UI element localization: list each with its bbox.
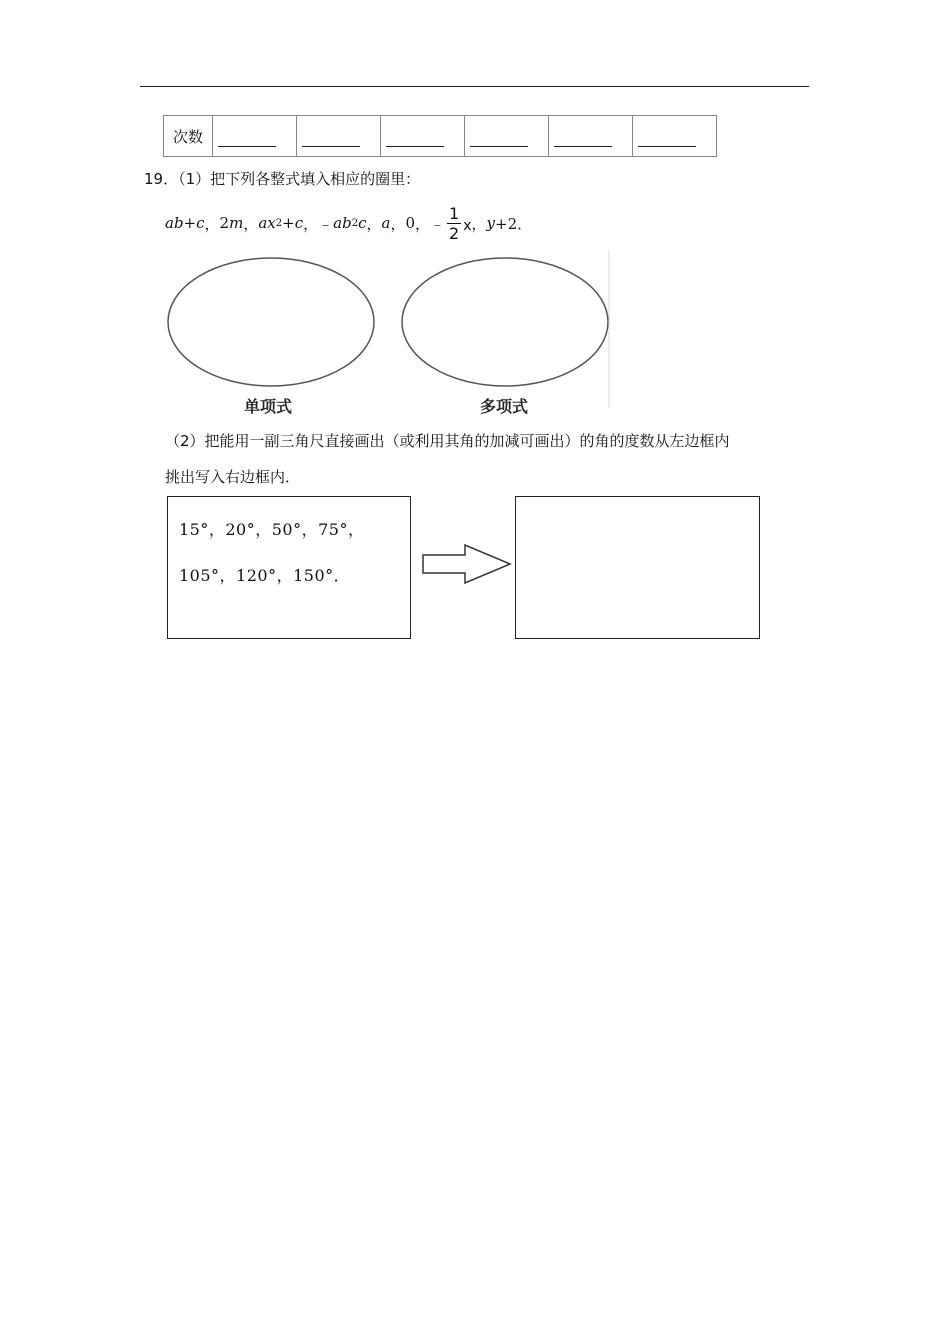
header-rule: [140, 86, 809, 87]
fraction-denominator: 2: [449, 223, 460, 243]
classification-circles: [160, 248, 620, 420]
expr-term: ax: [258, 214, 276, 232]
degree-table: [163, 115, 717, 157]
fraction-variable: x: [463, 218, 472, 234]
answer-blank-5[interactable]: [549, 116, 633, 157]
expr-term: ﹣: [430, 214, 446, 233]
monomial-ellipse[interactable]: [168, 258, 374, 386]
question-19-part1: [144, 168, 420, 189]
right-arrow-icon: [421, 544, 513, 584]
expr-term: c: [358, 214, 367, 232]
expr-term: m: [229, 214, 244, 232]
expression-list: [165, 203, 532, 243]
part2-prompt-line2: 挑出写入右边框内．: [165, 468, 301, 486]
monomial-label: 单项式: [244, 397, 293, 416]
expr-term: c: [196, 214, 205, 232]
expr-term: +: [282, 214, 295, 232]
expr-separator: ，: [471, 214, 487, 233]
expr-separator: ，: [204, 214, 220, 233]
expr-term: 2: [219, 214, 230, 232]
expr-term: ab: [333, 214, 352, 232]
answer-blank-6[interactable]: [633, 116, 717, 157]
expr-exponent: 2: [275, 217, 283, 229]
polynomial-label: 多项式: [480, 397, 529, 416]
expr-term: +: [183, 214, 197, 232]
expr-exponent: 2: [351, 217, 359, 229]
expr-separator: ，: [303, 214, 319, 233]
angle-source-box: [167, 496, 411, 639]
expr-term: a: [381, 214, 391, 232]
part2-prompt-line1: （2）把能用一副三角尺直接画出（或利用其角的加减可画出）的角的度数从左边框内: [165, 432, 730, 450]
angle-answer-box[interactable]: [515, 496, 760, 639]
part1-prompt: （1）把下列各整式填入相应的圈里：: [178, 170, 421, 188]
answer-blank-1[interactable]: [213, 116, 297, 157]
answer-blank-3[interactable]: [381, 116, 465, 157]
answer-blank-2[interactable]: [297, 116, 381, 157]
table-row: [164, 116, 717, 157]
expr-separator: ，: [243, 214, 259, 233]
polynomial-ellipse[interactable]: [402, 258, 608, 386]
expr-separator: ，: [415, 214, 431, 233]
question-number: 19．: [144, 170, 179, 188]
expr-separator: ，: [366, 214, 382, 233]
expr-term: +2．: [495, 214, 533, 233]
angles-line-2: 105°，120°，150°．: [179, 566, 351, 585]
expr-term: y: [486, 214, 496, 232]
fraction-numerator: 1: [449, 203, 460, 223]
angles-line-1: 15°，20°，50°，75°，: [179, 520, 365, 539]
degree-label: 次数: [164, 116, 213, 157]
expr-term: c: [294, 214, 304, 232]
expr-term: ﹣: [318, 214, 334, 233]
fraction-one-half: [447, 204, 461, 243]
ellipse-drawing: [160, 248, 620, 420]
answer-blank-4[interactable]: [465, 116, 549, 157]
expr-separator: ，: [390, 214, 406, 233]
expr-term: ab: [165, 214, 184, 232]
expr-term: 0: [405, 214, 415, 232]
